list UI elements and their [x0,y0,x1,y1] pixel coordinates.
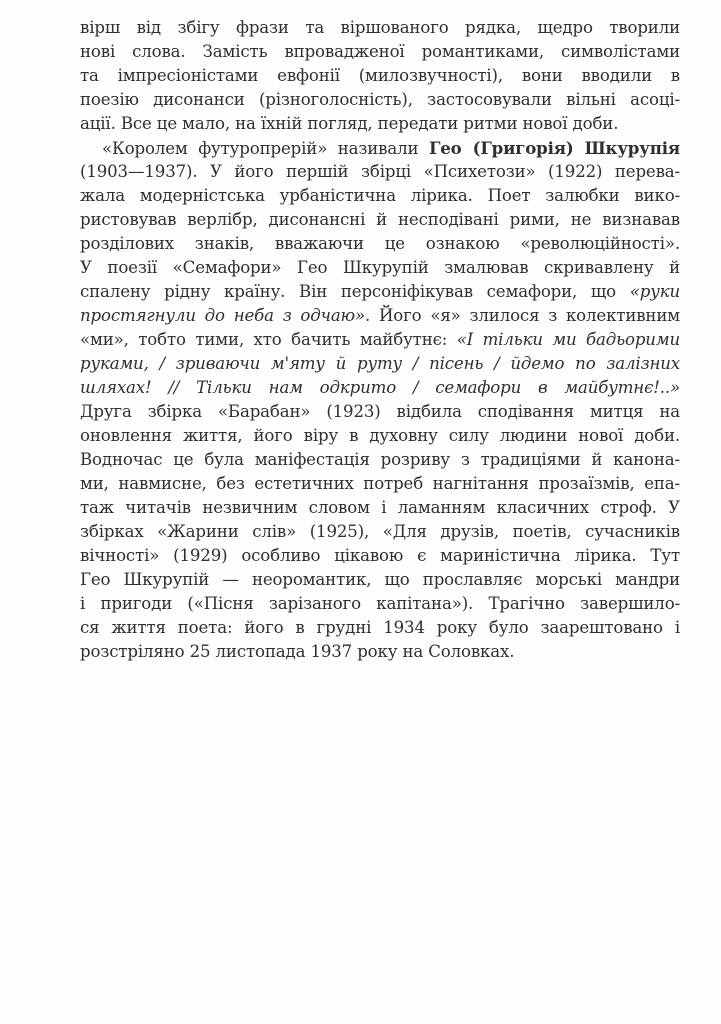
text-run: спалену рідну країну. Він персоніфікував семафори, що [80,282,630,301]
text-line: розділових знаків, вважаючи це ознакою «революційності». [80,234,680,253]
text-line: ся життя поета: його в грудні 1934 року було заарештовано і [80,618,680,637]
text-line: розстріляно 25 листопада 1937 року на Соловках. [80,642,515,661]
quote-italic: простягнули до неба з одчаю» [80,306,366,325]
text-line: Гео Шкурупій — неоромантик, що прославляє морські мандри [80,570,680,589]
text-line: збірках «Жарини слів» (1925), «Для друзів, поетів, сучасників [80,522,680,541]
quote-italic: «руки [629,282,680,301]
text-line: і пригоди («Пісня зарізаного капітана»). Трагічно завершило- [80,594,680,613]
text-line [102,136,680,161]
text-line: оновлення життя, його віру в духовну силу людини нової доби. [80,426,680,445]
text-line: У поезії «Семафори» Гео Шкурупій змалював скривавлену й [80,258,680,277]
text-line: та імпресіоністами евфонії (милозвучності), вони вводили в [80,66,680,85]
text-run: «ми», тобто тими, хто бачить майбутнє: [80,330,457,349]
quote-line: шляхах! // Тільки нам одкрито / семафори в майбутнє!..» [80,378,680,397]
text-line: таж читачів незвичним словом і ламанням класичних строф. У [80,498,680,517]
author-name-bold: Гео (Григорія) Шкурупія [428,138,680,158]
text-line: ми, навмисне, без естетичних потреб нагнітання прозаїзмів, епа- [80,474,680,493]
text-line: нові слова. Замість впровадженої романтиками, символістами [80,42,680,61]
text-line [80,328,680,352]
text-line: вічності» (1929) особливо цікавою є мариністична лірика. Тут [80,546,680,565]
text-line: Друга збірка «Барабан» (1923) відбила сподівання митця на [80,402,680,421]
text-line: вірш від збігу фрази та віршованого рядка, щедро творили [80,18,680,37]
text-run: «Королем футуропрерій» називали [102,139,429,158]
text-line: жала модерністська урбаністична лірика. Поет залюбки вико- [80,186,680,205]
text-line [80,280,680,304]
text-run: . Його «я» злилося з колективним [365,306,680,325]
text-line: поезію дисонанси (різноголосність), застосовували вільні асоці- [80,90,680,109]
text-line: ації. Все це мало, на їхній погляд, передати ритми нової доби. [80,114,619,133]
text-line: (1903—1937). У його першій збірці «Психетози» (1922) перева- [80,162,680,181]
text-line: ристовував верлібр, дисонансні й несподівані рими, не визнавав [80,210,680,229]
text-line: Водночас це була маніфестація розриву з традиціями й канона- [80,450,680,469]
quote-italic: «І тільки ми бадьорими [456,330,680,349]
quote-line: руками, / зриваючи м'яту й руту / пісень / йдемо по залізних [80,354,680,373]
text-line [80,304,680,328]
